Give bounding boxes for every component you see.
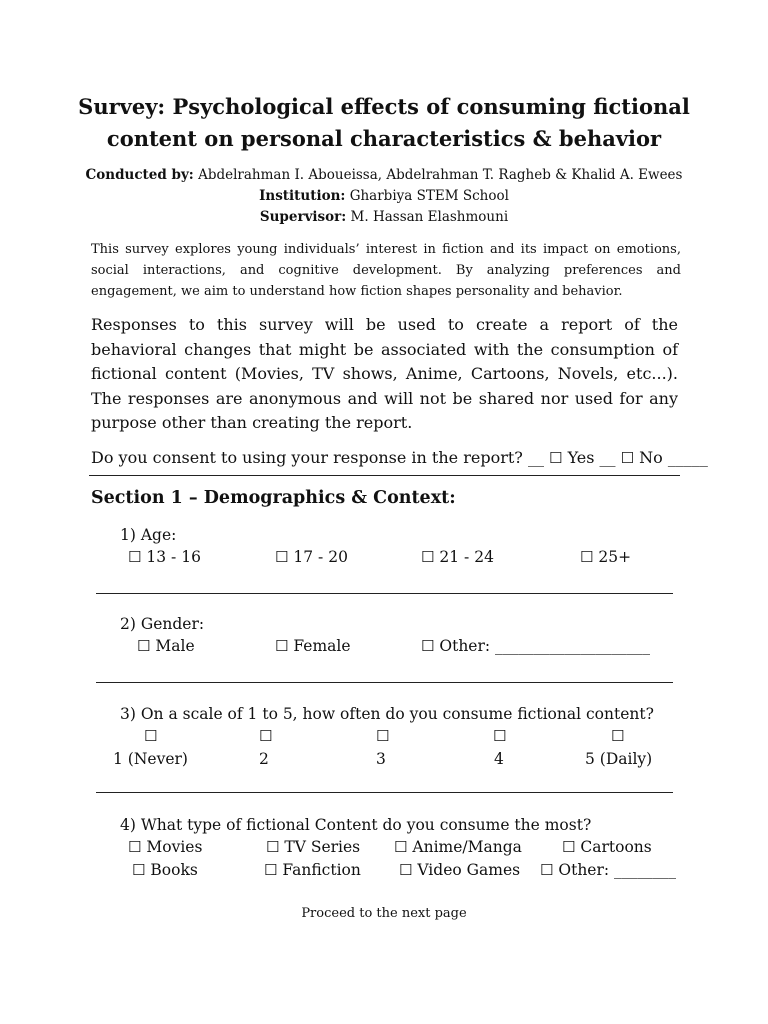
q3-scale-label-5: 5 (Daily) — [585, 750, 653, 768]
checkbox[interactable]: ☐ — [399, 861, 413, 879]
section-1-title: Section 1 – Demographics & Context: — [91, 488, 456, 508]
q3-divider — [96, 792, 673, 793]
supervisor-value: M. Hassan Elashmouni — [346, 209, 509, 225]
q4-option-movies[interactable] — [128, 838, 202, 856]
option-label: Anime/Manga — [412, 838, 522, 856]
q4-option-cartoons[interactable] — [562, 838, 652, 856]
option-label: Other: ____________________ — [439, 637, 651, 655]
intro-paragraph: This survey explores young individuals’ interest in fiction and its impact on emotions, social interactions, and cognitive development. By analyzing preferences and engagement, we aim to understand how fiction shapes personality and behavior. — [91, 242, 681, 299]
option-label: Cartoons — [580, 838, 652, 856]
option-label: Fanfiction — [282, 861, 361, 879]
checkbox[interactable]: ☐ — [421, 637, 435, 655]
q1-divider — [96, 593, 673, 594]
option-label: 17 - 20 — [293, 548, 348, 566]
q3-checkbox-5[interactable]: ☐ — [611, 727, 625, 745]
consent-question-text: Do you consent to using your response in the report? __ — [91, 448, 544, 467]
checkbox[interactable]: ☐ — [394, 838, 408, 856]
option-label: Female — [293, 637, 351, 655]
consent-no-label: No _____ — [639, 448, 708, 467]
consent-yes-label: Yes __ — [567, 448, 616, 467]
option-label: 25+ — [598, 548, 632, 566]
responses-paragraph: Responses to this survey will be used to create a report of the behavioral changes that might be associated with the consumption of fictional content (Movies, TV shows, Anime, Cartoons, Novels, etc...). The responses are anonymous and will not be shared nor used for any purpose other than creating the report. — [91, 315, 678, 432]
q3-scale-label-1: 1 (Never) — [113, 750, 188, 768]
checkbox[interactable]: ☐ — [137, 637, 151, 655]
option-label: Video Games — [417, 861, 521, 879]
option-label: Books — [150, 861, 198, 879]
survey-title-line-2: content on personal characteristics & behavior — [106, 126, 662, 151]
checkbox[interactable]: ☐ — [275, 548, 289, 566]
q2-option-other[interactable] — [421, 637, 650, 655]
q4-option-books[interactable] — [132, 861, 198, 879]
consent-divider — [89, 475, 680, 476]
option-label: Male — [155, 637, 195, 655]
q3-label: 3) On a scale of 1 to 5, how often do you consume fictional content? — [120, 705, 654, 723]
q4-option-tv-series[interactable] — [266, 838, 360, 856]
conducted-by-label: Conducted by: — [85, 167, 194, 183]
q3-checkbox-4[interactable]: ☐ — [493, 727, 507, 745]
q3-scale-label-4: 4 — [494, 750, 504, 768]
proceed-footer: Proceed to the next page — [301, 906, 467, 921]
q4-option-other[interactable] — [540, 861, 676, 879]
q3-scale-label-3: 3 — [376, 750, 386, 768]
q2-option-male[interactable] — [137, 637, 195, 655]
institution-value: Gharbiya STEM School — [345, 188, 509, 204]
q2-option-female[interactable] — [275, 637, 351, 655]
q1-option-13-16[interactable] — [128, 548, 201, 566]
q4-option-video-games[interactable] — [399, 861, 520, 879]
option-label: Movies — [146, 838, 203, 856]
q1-option-21-24[interactable] — [421, 548, 494, 566]
conducted-by-value: Abdelrahman I. Aboueissa, Abdelrahman T. Ragheb & Khalid A. Ewees — [193, 167, 683, 183]
q4-option-anime-manga[interactable] — [394, 838, 522, 856]
consent-yes-checkbox[interactable]: ☐ — [549, 449, 563, 467]
checkbox[interactable]: ☐ — [562, 838, 576, 856]
q2-divider — [96, 682, 673, 683]
supervisor — [0, 207, 768, 228]
q1-label: 1) Age: — [120, 526, 177, 544]
checkbox[interactable]: ☐ — [132, 861, 146, 879]
q2-label: 2) Gender: — [120, 615, 205, 633]
q1-option-17-20[interactable] — [275, 548, 348, 566]
q3-checkbox-3[interactable]: ☐ — [376, 727, 390, 745]
q3-checkbox-2[interactable]: ☐ — [259, 727, 273, 745]
institution-label: Institution: — [259, 188, 346, 204]
option-label: 21 - 24 — [439, 548, 494, 566]
checkbox[interactable]: ☐ — [128, 838, 142, 856]
q1-option-25-plus[interactable] — [580, 548, 631, 566]
option-label: 13 - 16 — [146, 548, 201, 566]
institution — [0, 186, 768, 207]
checkbox[interactable]: ☐ — [540, 861, 554, 879]
option-label: TV Series — [284, 838, 361, 856]
checkbox[interactable]: ☐ — [275, 637, 289, 655]
supervisor-label: Supervisor: — [259, 209, 347, 225]
q3-checkbox-1[interactable]: ☐ — [144, 727, 158, 745]
q3-scale-label-2: 2 — [259, 750, 269, 768]
consent-no-checkbox[interactable]: ☐ — [620, 449, 635, 467]
q4-label: 4) What type of fictional Content do you consume the most? — [120, 816, 592, 834]
checkbox[interactable]: ☐ — [266, 838, 280, 856]
consent-question — [91, 448, 708, 467]
checkbox[interactable]: ☐ — [580, 548, 594, 566]
checkbox[interactable]: ☐ — [128, 548, 142, 566]
survey-title-line-1: Survey: Psychological effects of consuming fictional — [78, 94, 690, 119]
conducted-by — [0, 165, 768, 186]
checkbox[interactable]: ☐ — [421, 548, 435, 566]
q4-option-fanfiction[interactable] — [264, 861, 361, 879]
option-label: Other: ________ — [558, 861, 677, 879]
checkbox[interactable]: ☐ — [264, 861, 278, 879]
